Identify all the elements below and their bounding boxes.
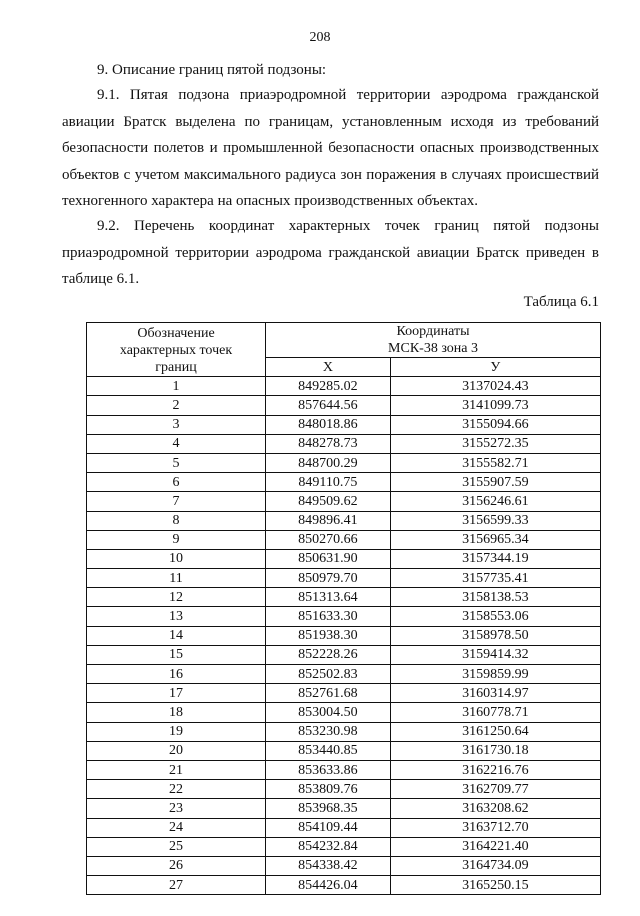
y-coordinate-cell: 3159859.99 — [390, 665, 600, 684]
section-heading: 9. Описание границ пятой подзоны: — [97, 62, 327, 78]
y-coordinate-cell: 3161730.18 — [390, 741, 600, 760]
table-row — [87, 473, 601, 492]
point-number-cell: 11 — [87, 569, 266, 588]
point-number-cell: 17 — [87, 684, 266, 703]
x-coordinate-cell: 853004.50 — [266, 703, 391, 722]
y-coordinate-cell: 3160778.71 — [390, 703, 600, 722]
point-number-cell: 18 — [87, 703, 266, 722]
header-coordinates-line-1: Координаты — [396, 324, 470, 339]
point-number-cell: 10 — [87, 549, 266, 568]
x-coordinate-cell: 848018.86 — [266, 415, 391, 434]
x-coordinate-cell: 854338.42 — [266, 856, 391, 875]
y-coordinate-cell: 3155907.59 — [390, 473, 600, 492]
x-coordinate-cell: 850270.66 — [266, 530, 391, 549]
x-coordinate-cell: 849509.62 — [266, 492, 391, 511]
x-coordinate-cell: 853633.86 — [266, 760, 391, 779]
point-number-cell: 21 — [87, 760, 266, 779]
y-coordinate-cell: 3165250.15 — [390, 876, 600, 895]
y-coordinate-cell: 3155582.71 — [390, 453, 600, 472]
point-number-cell: 24 — [87, 818, 266, 837]
table-row — [87, 396, 601, 415]
table-row — [87, 492, 601, 511]
y-coordinate-cell: 3160314.97 — [390, 684, 600, 703]
x-coordinate-cell: 852228.26 — [266, 645, 391, 664]
table-caption: Таблица 6.1 — [523, 294, 599, 310]
table-row — [87, 645, 601, 664]
point-number-cell: 2 — [87, 396, 266, 415]
x-coordinate-cell: 848700.29 — [266, 453, 391, 472]
point-number-cell: 12 — [87, 588, 266, 607]
x-coordinate-cell: 853968.35 — [266, 799, 391, 818]
x-coordinate-cell: 854232.84 — [266, 837, 391, 856]
paragraph-9-2: 9.2. Перечень координат характерных точек границ пятой подзоны приаэродромной территории аэродрома гражданской авиации Братск приведен в таблице 6.1. — [62, 218, 599, 287]
header-coordinates-line-2: МСК-38 зона 3 — [388, 341, 478, 356]
table-row — [87, 741, 601, 760]
point-number-cell: 14 — [87, 626, 266, 645]
y-coordinate-cell: 3163208.62 — [390, 799, 600, 818]
y-coordinate-cell: 3155094.66 — [390, 415, 600, 434]
header-x: X — [266, 358, 391, 377]
point-number-cell: 8 — [87, 511, 266, 530]
point-number-cell: 26 — [87, 856, 266, 875]
table-row — [87, 607, 601, 626]
y-coordinate-cell: 3156599.33 — [390, 511, 600, 530]
x-coordinate-cell: 851313.64 — [266, 588, 391, 607]
x-coordinate-cell: 854109.44 — [266, 818, 391, 837]
y-coordinate-cell: 3162709.77 — [390, 780, 600, 799]
table-row — [87, 549, 601, 568]
y-coordinate-cell: 3163712.70 — [390, 818, 600, 837]
y-coordinate-cell: 3161250.64 — [390, 722, 600, 741]
x-coordinate-cell: 848278.73 — [266, 434, 391, 453]
table-row — [87, 837, 601, 856]
x-coordinate-cell: 857644.56 — [266, 396, 391, 415]
x-coordinate-cell: 853809.76 — [266, 780, 391, 799]
point-number-cell: 5 — [87, 453, 266, 472]
table-row — [87, 876, 601, 895]
y-coordinate-cell: 3155272.35 — [390, 434, 600, 453]
point-number-cell: 19 — [87, 722, 266, 741]
x-coordinate-cell: 849896.41 — [266, 511, 391, 530]
x-coordinate-cell: 850979.70 — [266, 569, 391, 588]
header-coordinates — [266, 323, 601, 358]
header-point-line-2: характерных точек — [119, 343, 233, 359]
point-number-cell: 13 — [87, 607, 266, 626]
table-row — [87, 722, 601, 741]
point-number-cell: 23 — [87, 799, 266, 818]
table-row — [87, 760, 601, 779]
y-coordinate-cell: 3159414.32 — [390, 645, 600, 664]
table-row — [87, 453, 601, 472]
table-row — [87, 511, 601, 530]
y-coordinate-cell: 3164221.40 — [390, 837, 600, 856]
table-row — [87, 588, 601, 607]
coordinates-table-body — [87, 377, 601, 895]
point-number-cell: 1 — [87, 377, 266, 396]
header-point-line-1: Обозначение — [137, 326, 215, 342]
point-number-cell: 3 — [87, 415, 266, 434]
table-row — [87, 626, 601, 645]
point-number-cell: 6 — [87, 473, 266, 492]
x-coordinate-cell: 852502.83 — [266, 665, 391, 684]
page-number: 208 — [309, 30, 331, 45]
table-row — [87, 703, 601, 722]
paragraph-9-1: 9.1. Пятая подзона приаэродромной территории аэродрома гражданской авиации Братск выделена по границам, установленным исходя из требований безопасности полетов и промышленной безопасности опасных производственных объектов с учетом максимального радиуса зон поражения в случаях происшествий техногенного характера на опасных производственных объектах. — [62, 87, 599, 209]
table-row — [87, 780, 601, 799]
table-row — [87, 684, 601, 703]
x-coordinate-cell: 849110.75 — [266, 473, 391, 492]
x-coordinate-cell: 853230.98 — [266, 722, 391, 741]
point-number-cell: 25 — [87, 837, 266, 856]
y-coordinate-cell: 3164734.09 — [390, 856, 600, 875]
point-number-cell: 22 — [87, 780, 266, 799]
header-point-designation — [87, 323, 266, 377]
point-number-cell: 27 — [87, 876, 266, 895]
x-coordinate-cell: 850631.90 — [266, 549, 391, 568]
y-coordinate-cell: 3162216.76 — [390, 760, 600, 779]
table-row — [87, 434, 601, 453]
y-coordinate-cell: 3156965.34 — [390, 530, 600, 549]
table-row — [87, 377, 601, 396]
point-number-cell: 15 — [87, 645, 266, 664]
table-row — [87, 415, 601, 434]
x-coordinate-cell: 853440.85 — [266, 741, 391, 760]
coordinates-table — [86, 322, 601, 895]
point-number-cell: 16 — [87, 665, 266, 684]
y-coordinate-cell: 3137024.43 — [390, 377, 600, 396]
y-coordinate-cell: 3157344.19 — [390, 549, 600, 568]
x-coordinate-cell: 851633.30 — [266, 607, 391, 626]
header-y: У — [390, 358, 600, 377]
y-coordinate-cell: 3141099.73 — [390, 396, 600, 415]
y-coordinate-cell: 3158553.06 — [390, 607, 600, 626]
header-point-line-3: границ — [155, 360, 197, 376]
table-row — [87, 569, 601, 588]
table-row — [87, 530, 601, 549]
y-coordinate-cell: 3157735.41 — [390, 569, 600, 588]
point-number-cell: 20 — [87, 741, 266, 760]
y-coordinate-cell: 3156246.61 — [390, 492, 600, 511]
y-coordinate-cell: 3158978.50 — [390, 626, 600, 645]
y-coordinate-cell: 3158138.53 — [390, 588, 600, 607]
x-coordinate-cell: 852761.68 — [266, 684, 391, 703]
x-coordinate-cell: 849285.02 — [266, 377, 391, 396]
table-row — [87, 665, 601, 684]
point-number-cell: 9 — [87, 530, 266, 549]
table-row — [87, 799, 601, 818]
table-row — [87, 856, 601, 875]
point-number-cell: 7 — [87, 492, 266, 511]
x-coordinate-cell: 851938.30 — [266, 626, 391, 645]
x-coordinate-cell: 854426.04 — [266, 876, 391, 895]
point-number-cell: 4 — [87, 434, 266, 453]
table-row — [87, 818, 601, 837]
